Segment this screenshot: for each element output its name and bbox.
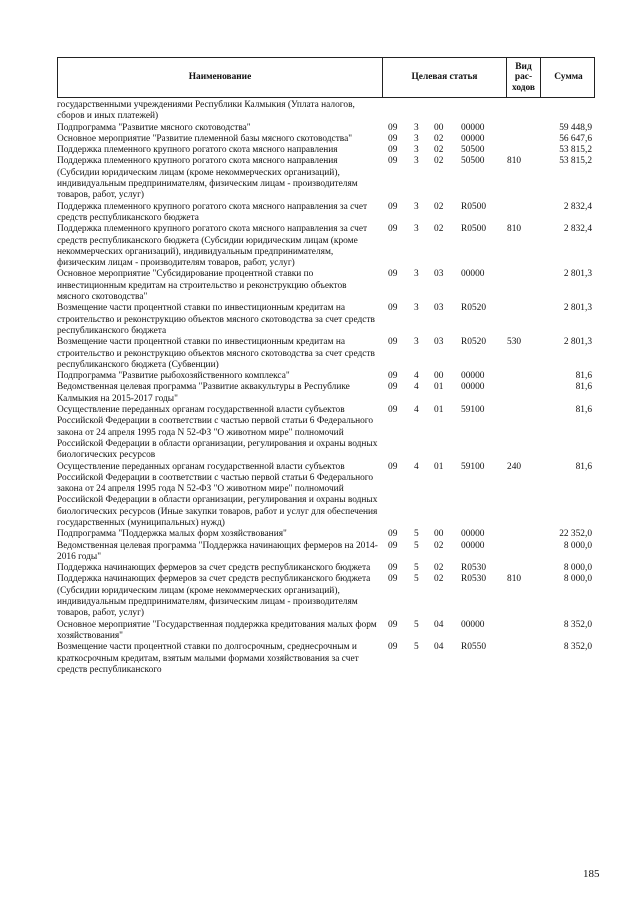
row-code-direction: R0550 — [461, 642, 487, 653]
row-code-program: 09 — [388, 461, 398, 472]
row-code-direction: R0530 — [461, 574, 487, 585]
row-code-direction: 00000 — [461, 529, 485, 540]
row-name: Возмещение части процентной ставки по инвестиционным кредитам на строительство и реконструкцию объектов мясного скотоводства за счет средств республиканского бюджета (Субвенции) — [57, 337, 375, 370]
row-code-subprogram: 3 — [414, 269, 419, 280]
table-row — [57, 156, 595, 201]
row-name: Осуществление переданных органам государственной власти субъектов Российской Федерации в соответствии с частью первой статьи 6 Федерального закона от 24 апреля 1995 года N 52-ФЗ "О животном мире" полномочий Российской Федерации в области организации, регулирования и охраны водных биологических ресурсов — [57, 405, 378, 461]
row-sum: 8 000,0 — [563, 563, 592, 574]
header-name: Наименование — [188, 72, 252, 83]
row-code-event: 02 — [434, 574, 444, 585]
table-row — [57, 224, 595, 269]
row-code-direction: 00000 — [461, 371, 485, 382]
row-code-direction: R0500 — [461, 224, 487, 235]
row-code-program: 09 — [388, 619, 398, 630]
header-expense-type-line: рас- — [514, 72, 533, 83]
row-code-subprogram: 3 — [414, 133, 419, 144]
table-row — [57, 462, 595, 530]
row-name: Ведомственная целевая программа "Развитие аквакультуры в Республике Калмыкия на 2015-2017 годы" — [57, 382, 350, 404]
header-target-article: Целевая статья — [382, 58, 506, 97]
row-code-direction: R0530 — [461, 563, 487, 574]
row-sum: 81,6 — [575, 405, 592, 416]
header-sum: Сумма — [540, 58, 596, 97]
table-body — [57, 100, 595, 676]
row-code-event: 01 — [434, 405, 444, 416]
table-row — [57, 123, 595, 134]
row-name: Поддержка племенного крупного рогатого скота мясного направления за счет средств республиканского бюджета — [57, 201, 368, 223]
row-code-event: 01 — [434, 461, 444, 472]
row-code-program: 09 — [388, 371, 398, 382]
table-row — [57, 541, 595, 564]
row-code-program: 09 — [388, 201, 398, 212]
row-expense-type: 810 — [507, 574, 522, 585]
row-name: Возмещение части процентной ставки по инвестиционным кредитам на строительство и реконструкцию объектов мясного скотоводства за счет средств республиканского бюджета — [57, 303, 375, 336]
row-name: Основное мероприятие "Государственная поддержка кредитования малых форм хозяйствования" — [57, 619, 377, 641]
header-expense-type-line: Вид — [515, 61, 532, 72]
row-code-event: 04 — [434, 642, 444, 653]
row-code-event: 03 — [434, 269, 444, 280]
row-code-direction: 00000 — [461, 540, 485, 551]
row-sum: 8 352,0 — [563, 619, 592, 630]
row-code-event: 02 — [434, 133, 444, 144]
row-expense-type: 810 — [507, 156, 522, 167]
row-code-direction: 00000 — [461, 269, 485, 280]
row-sum: 2 801,3 — [563, 269, 592, 280]
row-expense-type: 810 — [507, 224, 522, 235]
row-code-event: 03 — [434, 337, 444, 348]
table-row — [57, 269, 595, 303]
row-name: Поддержка начинающих фермеров за счет средств республиканского бюджета (Субсидии юридическим лицам (кроме некоммерческих организаций), индивидуальным предпринимателям, физическим лицам - производителям товаров, работ, услуг) — [57, 574, 371, 619]
header-expense-type-line: ходов — [511, 82, 535, 93]
row-name: Поддержка племенного крупного рогатого скота мясного направления — [57, 145, 338, 156]
row-sum: 59 448,9 — [559, 122, 592, 133]
row-code-subprogram: 3 — [414, 122, 419, 133]
row-code-event: 02 — [434, 224, 444, 235]
row-code-event: 04 — [434, 619, 444, 630]
row-code-program: 09 — [388, 574, 398, 585]
row-sum: 8 000,0 — [563, 540, 592, 551]
row-code-direction: R0520 — [461, 303, 487, 314]
row-code-direction: 00000 — [461, 122, 485, 133]
row-sum: 53 815,2 — [559, 156, 592, 167]
row-sum: 8 000,0 — [563, 574, 592, 585]
table-row — [57, 371, 595, 382]
row-expense-type: 530 — [507, 337, 522, 348]
row-sum: 2 832,4 — [563, 201, 592, 212]
row-sum: 8 352,0 — [563, 642, 592, 653]
row-name: Подпрограмма "Поддержка малых форм хозяйствования" — [57, 529, 287, 540]
row-name: Основное мероприятие "Развитие племенной базы мясного скотоводства" — [57, 133, 353, 144]
table-row — [57, 405, 595, 461]
row-code-subprogram: 3 — [414, 145, 419, 156]
row-code-program: 09 — [388, 156, 398, 167]
row-sum: 2 801,3 — [563, 337, 592, 348]
table-row — [57, 529, 595, 540]
row-code-event: 02 — [434, 540, 444, 551]
row-name: Поддержка племенного крупного рогатого скота мясного направления (Субсидии юридическим лицам (кроме некоммерческих организаций), индивидуальным предпринимателям, физическим лицам - производителям товаров, работ, услуг) — [57, 156, 358, 201]
row-code-program: 09 — [388, 224, 398, 235]
row-name: государственными учреждениями Республики Калмыкия (Уплата налогов, сборов и иных платежей) — [57, 100, 355, 122]
row-expense-type: 240 — [507, 461, 522, 472]
row-code-program: 09 — [388, 269, 398, 280]
row-code-subprogram: 5 — [414, 574, 419, 585]
row-name: Осуществление переданных органам государственной власти субъектов Российской Федерации в соответствии с частью первой статьи 6 Федерального закона от 24 апреля 1995 года N 52-ФЗ "О животном мире" полномочий Российской Федерации в области организации, регулирования и охраны водных биологических ресурсов (Иные закупки товаров, работ и услуг для обеспечения государственных (муниципальных) нужд) — [57, 461, 378, 528]
row-code-subprogram: 3 — [414, 303, 419, 314]
row-name: Поддержка племенного крупного рогатого скота мясного направления за счет средств республиканского бюджета (Субсидии юридическим лицам (кроме некоммерческих организаций), индивидуальным предпринимателям, физическим лицам - производителям товаров, работ, услуг) — [57, 224, 368, 269]
row-code-program: 09 — [388, 642, 398, 653]
row-name: Подпрограмма "Развитие рыбохозяйственного комплекса" — [57, 371, 290, 382]
row-code-event: 02 — [434, 563, 444, 574]
table-row — [57, 202, 595, 225]
row-code-direction: 50500 — [461, 145, 485, 156]
row-code-event: 02 — [434, 156, 444, 167]
row-code-direction: 59100 — [461, 405, 485, 416]
row-code-subprogram: 3 — [414, 156, 419, 167]
row-code-program: 09 — [388, 563, 398, 574]
row-code-program: 09 — [388, 382, 398, 393]
row-code-program: 09 — [388, 405, 398, 416]
row-code-subprogram: 4 — [414, 405, 419, 416]
row-code-event: 02 — [434, 201, 444, 212]
table-row — [57, 642, 595, 676]
row-code-direction: 00000 — [461, 133, 485, 144]
row-code-direction: 50500 — [461, 156, 485, 167]
row-code-program: 09 — [388, 303, 398, 314]
row-name: Возмещение части процентной ставки по долгосрочным, среднесрочным и краткосрочным кредитам, взятым малыми формами хозяйствования за счет средств республиканского — [57, 642, 359, 675]
row-code-event: 01 — [434, 382, 444, 393]
row-name: Подпрограмма "Развитие мясного скотоводства" — [57, 122, 251, 133]
table-row — [57, 563, 595, 574]
row-code-subprogram: 4 — [414, 371, 419, 382]
row-sum: 81,6 — [575, 371, 592, 382]
row-code-direction: R0500 — [461, 201, 487, 212]
row-code-subprogram: 3 — [414, 201, 419, 212]
row-code-event: 03 — [434, 303, 444, 314]
row-code-subprogram: 3 — [414, 224, 419, 235]
row-code-subprogram: 5 — [414, 619, 419, 630]
row-code-subprogram: 5 — [414, 540, 419, 551]
row-code-direction: 00000 — [461, 382, 485, 393]
header-expense-type — [506, 58, 540, 97]
table-row — [57, 145, 595, 156]
row-code-event: 00 — [434, 529, 444, 540]
row-sum: 81,6 — [575, 461, 592, 472]
table-row — [57, 337, 595, 371]
row-code-subprogram: 5 — [414, 529, 419, 540]
row-code-program: 09 — [388, 133, 398, 144]
table-row — [57, 134, 595, 145]
row-code-subprogram: 4 — [414, 382, 419, 393]
row-sum: 81,6 — [575, 382, 592, 393]
page-number: 185 — [583, 868, 600, 880]
row-code-program: 09 — [388, 540, 398, 551]
row-sum: 22 352,0 — [559, 529, 592, 540]
row-sum: 2 832,4 — [563, 224, 592, 235]
table-row — [57, 382, 595, 405]
row-code-event: 00 — [434, 371, 444, 382]
row-code-event: 02 — [434, 145, 444, 156]
row-code-direction: 00000 — [461, 619, 485, 630]
row-code-subprogram: 5 — [414, 563, 419, 574]
table-row — [57, 620, 595, 643]
row-name: Поддержка начинающих фермеров за счет средств республиканского бюджета — [57, 563, 371, 574]
row-code-program: 09 — [388, 529, 398, 540]
row-code-subprogram: 3 — [414, 337, 419, 348]
table-row — [57, 574, 595, 619]
row-code-program: 09 — [388, 337, 398, 348]
row-name: Основное мероприятие "Субсидирование процентной ставки по инвестиционным кредитам на строительство и реконструкцию объектов мясного скотоводства" — [57, 269, 347, 303]
row-name: Ведомственная целевая программа "Поддержка начинающих фермеров на 2014-2016 годы" — [57, 540, 378, 562]
row-sum: 2 801,3 — [563, 303, 592, 314]
table-row — [57, 100, 595, 123]
row-code-program: 09 — [388, 145, 398, 156]
row-sum: 53 815,2 — [559, 145, 592, 156]
row-code-subprogram: 5 — [414, 642, 419, 653]
table-row — [57, 303, 595, 337]
row-code-event: 00 — [434, 122, 444, 133]
row-code-subprogram: 4 — [414, 461, 419, 472]
row-code-program: 09 — [388, 122, 398, 133]
table-header — [57, 57, 595, 98]
row-sum: 56 647,6 — [559, 133, 592, 144]
row-code-direction: 59100 — [461, 461, 485, 472]
row-code-direction: R0520 — [461, 337, 487, 348]
